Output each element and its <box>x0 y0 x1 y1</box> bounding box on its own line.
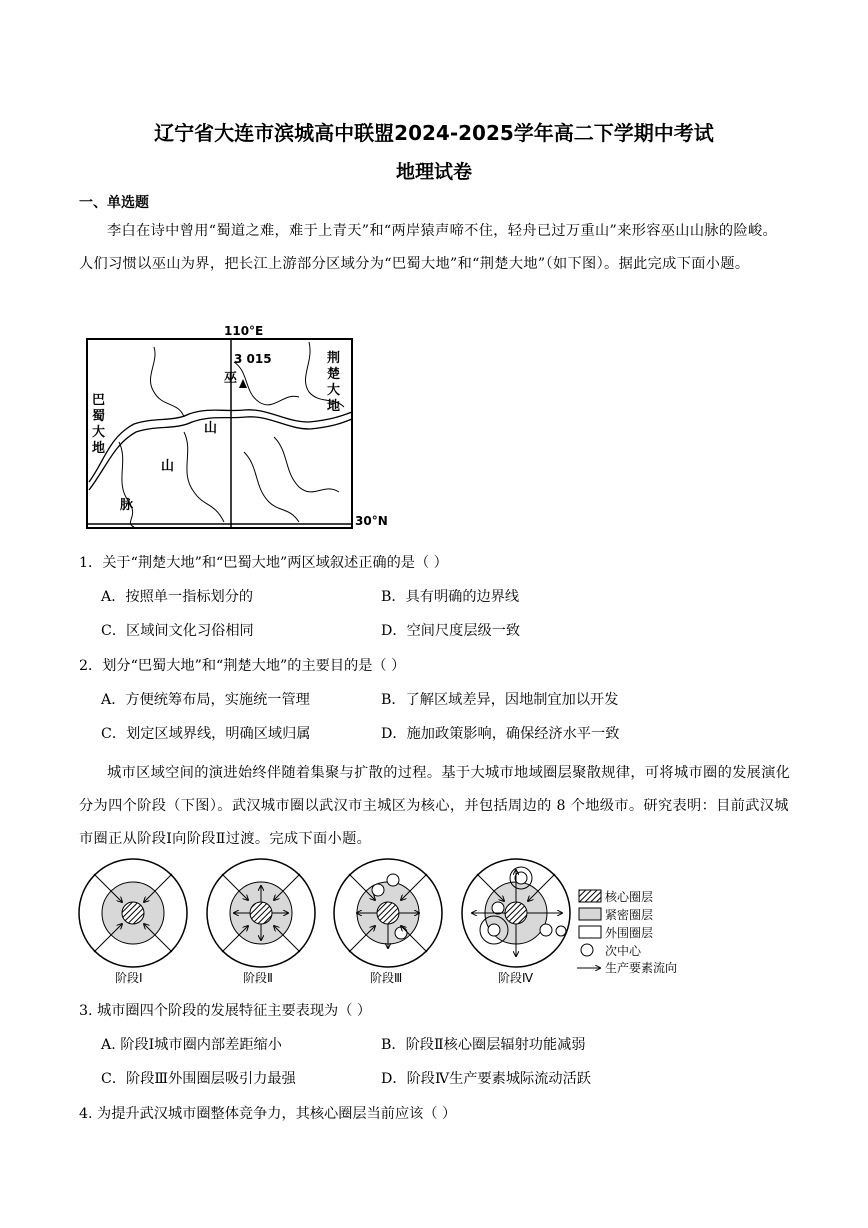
bashu-char: 巴 <box>92 393 106 408</box>
terrain-line <box>274 437 339 492</box>
question-3-stem: 3. 城市圈四个阶段的发展特征主要表现为（ ） <box>79 1003 372 1019</box>
question-2-option-d[interactable]: D．施加政策影响，确保经济水平一致 <box>381 726 620 742</box>
question-3-option-b[interactable]: B．阶段Ⅱ核心圈层辐射功能减弱 <box>381 1037 586 1053</box>
jingchu-char: 大 <box>327 383 341 398</box>
stage-1-diagram <box>79 859 187 967</box>
question-2-option-b[interactable]: B．了解区域差异，因地制宜加以开发 <box>381 692 619 708</box>
map-label-shan-2: 山 <box>161 459 175 474</box>
bashu-char: 大 <box>92 425 106 440</box>
wushan-map <box>84 322 394 532</box>
legend-close-label: 紧密圈层 <box>605 908 654 922</box>
yangtze-river-bank-1 <box>89 410 352 482</box>
city-circle-stage-diagram <box>74 858 694 988</box>
legend-subcenter-icon <box>581 944 593 956</box>
passage-2-text: 城市区域空间的演进始终伴随着集聚与扩散的过程。基于大城市地域圈层聚散规律，可将城市圈的发展演化分为四个阶段（下图）。武汉城市圈以武汉市主城区为核心，并包括周边的 8 个地级市。研究表明：目前武汉城市圈正从阶段Ⅰ向阶段Ⅱ过渡。完成下面小题。 <box>79 765 791 847</box>
map-label-shan-1: 山 <box>204 421 218 436</box>
question-1-option-c[interactable]: C．区域间文化习俗相同 <box>101 623 254 639</box>
terrain-line <box>150 347 184 417</box>
legend-close-swatch <box>579 908 601 920</box>
terrain-line <box>119 442 134 527</box>
jingchu-char: 楚 <box>327 367 341 382</box>
question-1-option-b[interactable]: B．具有明确的边界线 <box>381 589 520 605</box>
passage-1 <box>79 215 791 281</box>
question-3-option-a[interactable]: A. 阶段Ⅰ城市圈内部差距缩小 <box>101 1037 282 1053</box>
question-1-stem: 1．关于“荆楚大地”和“巴蜀大地”两区域叙述正确的是（ ） <box>79 555 448 571</box>
stage-3-label: 阶段Ⅲ <box>370 971 403 985</box>
terrain-line <box>244 452 299 522</box>
stage-2-label: 阶段Ⅱ <box>243 971 273 985</box>
question-4-stem: 4. 为提升武汉城市圈整体竞争力，其核心圈层当前应该（ ） <box>79 1106 457 1122</box>
map-label-wu: 巫 <box>224 371 238 386</box>
question-2-option-c[interactable]: C．划定区域界线，明确区域归属 <box>101 726 311 742</box>
terrain-line <box>184 432 224 522</box>
document-title: 辽宁省大连市滨城高中联盟2024-2025学年高二下学期中考试 <box>154 121 714 145</box>
question-3-option-c[interactable]: C．阶段Ⅲ外围圈层吸引力最强 <box>101 1071 296 1087</box>
passage-1-text: 李白在诗中曾用“蜀道之难，难于上青天”和“两岸猿声啼不住，轻舟已过万重山”来形容巫山山脉的险峻。人们习惯以巫山为界，把长江上游部分区域分为“巴蜀大地”和“荆楚大地”（如下图）。据此完成下面小题。 <box>79 223 778 272</box>
latitude-label: 30°N <box>355 514 388 528</box>
stage-2-diagram <box>207 859 315 967</box>
legend-core-label: 核心圈层 <box>605 890 654 904</box>
jingchu-char: 地 <box>327 399 341 414</box>
question-2-stem: 2．划分“巴蜀大地”和“荆楚大地”的主要目的是（ ） <box>79 658 406 674</box>
legend-flow-label: 生产要素流向 <box>605 961 678 975</box>
diagram-legend <box>577 889 677 975</box>
legend-core-swatch <box>579 890 601 902</box>
question-1-option-a[interactable]: A．按照单一指标划分的 <box>101 589 254 605</box>
document-subtitle: 地理试卷 <box>395 161 472 183</box>
jingchu-char: 荆 <box>327 351 341 366</box>
legend-outer-swatch <box>579 926 601 938</box>
stage-4-diagram <box>462 859 570 967</box>
longitude-label: 110°E <box>224 324 264 338</box>
bashu-char: 地 <box>92 441 106 456</box>
stage-1-label: 阶段Ⅰ <box>115 971 143 985</box>
passage-2 <box>79 757 791 856</box>
peak-elevation: 3 015 <box>234 352 272 366</box>
stage-3-diagram <box>334 859 442 967</box>
section-heading: 一、单选题 <box>79 195 149 211</box>
map-label-mai: 脉 <box>120 498 134 513</box>
question-2-option-a[interactable]: A．方便统筹布局，实施统一管理 <box>101 692 310 708</box>
stage-4-label: 阶段Ⅳ <box>498 971 534 985</box>
question-1-option-d[interactable]: D．空间尺度层级一致 <box>381 623 521 639</box>
legend-subcenter-label: 次中心 <box>605 944 642 958</box>
question-3-option-d[interactable]: D．阶段Ⅳ生产要素城际流动活跃 <box>381 1071 591 1087</box>
bashu-char: 蜀 <box>92 409 106 424</box>
legend-outer-label: 外围圈层 <box>605 926 654 940</box>
